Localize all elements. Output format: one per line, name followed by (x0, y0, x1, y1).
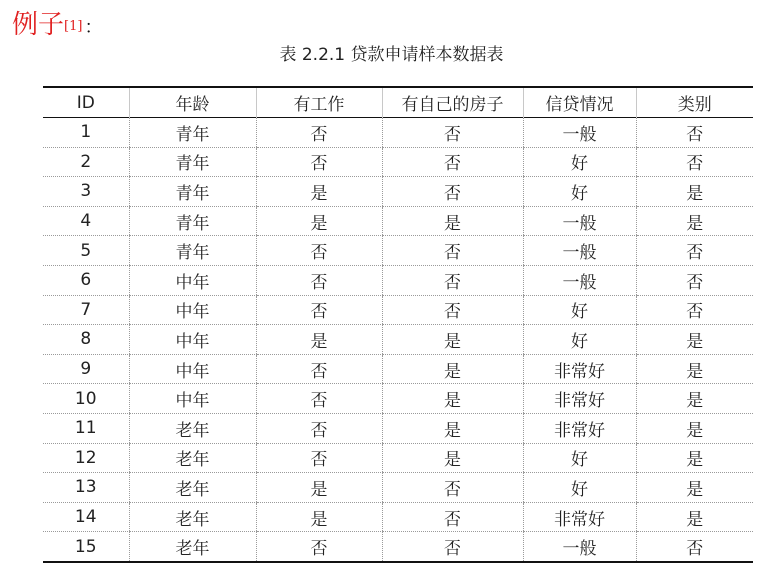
table-header-row (43, 87, 753, 118)
cell-credit: 好 (523, 443, 636, 473)
cell-id: 3 (43, 177, 129, 207)
table-row (43, 443, 753, 473)
cell-age: 青年 (129, 236, 256, 266)
cell-has-job: 是 (256, 473, 382, 503)
cell-credit: 好 (523, 295, 636, 325)
cell-credit: 一般 (523, 265, 636, 295)
cell-id: 14 (43, 502, 129, 532)
cell-owns-house: 否 (382, 473, 523, 503)
cell-class: 是 (636, 325, 753, 355)
cell-class: 否 (636, 265, 753, 295)
cell-credit: 好 (523, 473, 636, 503)
cell-class: 是 (636, 206, 753, 236)
cell-class: 是 (636, 502, 753, 532)
cell-age: 老年 (129, 413, 256, 443)
cell-id: 9 (43, 354, 129, 384)
table-row (43, 502, 753, 532)
cell-has-job: 是 (256, 177, 382, 207)
cell-credit: 一般 (523, 118, 636, 148)
cell-credit: 一般 (523, 532, 636, 562)
cell-has-job: 否 (256, 295, 382, 325)
table-body (43, 118, 753, 562)
cell-credit: 非常好 (523, 384, 636, 414)
table-row (43, 354, 753, 384)
cell-credit: 非常好 (523, 502, 636, 532)
cell-has-job: 否 (256, 354, 382, 384)
column-header-credit: 信贷情况 (523, 87, 636, 118)
cell-age: 青年 (129, 147, 256, 177)
cell-has-job: 否 (256, 443, 382, 473)
cell-class: 是 (636, 354, 753, 384)
cell-has-job: 否 (256, 384, 382, 414)
table-row (43, 118, 753, 148)
cell-credit: 好 (523, 325, 636, 355)
example-heading-text: 例子 (12, 10, 65, 40)
cell-owns-house: 是 (382, 384, 523, 414)
table-row (43, 177, 753, 207)
table-row (43, 532, 753, 562)
cell-owns-house: 否 (382, 295, 523, 325)
column-header-has-job: 有工作 (256, 87, 382, 118)
cell-class: 是 (636, 177, 753, 207)
cell-owns-house: 否 (382, 147, 523, 177)
table-row (43, 236, 753, 266)
reference-superscript: [1] (64, 19, 83, 34)
cell-credit: 好 (523, 177, 636, 207)
cell-owns-house: 是 (382, 206, 523, 236)
cell-class: 否 (636, 236, 753, 266)
cell-age: 老年 (129, 473, 256, 503)
cell-has-job: 否 (256, 118, 382, 148)
table-row (43, 384, 753, 414)
cell-age: 中年 (129, 384, 256, 414)
cell-id: 8 (43, 325, 129, 355)
table-row (43, 295, 753, 325)
cell-id: 11 (43, 413, 129, 443)
cell-id: 2 (43, 147, 129, 177)
cell-age: 老年 (129, 443, 256, 473)
cell-id: 1 (43, 118, 129, 148)
cell-has-job: 否 (256, 413, 382, 443)
cell-id: 4 (43, 206, 129, 236)
cell-owns-house: 否 (382, 265, 523, 295)
cell-owns-house: 否 (382, 502, 523, 532)
cell-class: 否 (636, 118, 753, 148)
table-row (43, 325, 753, 355)
cell-has-job: 否 (256, 532, 382, 562)
cell-owns-house: 否 (382, 177, 523, 207)
table-row (43, 265, 753, 295)
cell-class: 否 (636, 147, 753, 177)
cell-credit: 好 (523, 147, 636, 177)
cell-owns-house: 否 (382, 236, 523, 266)
cell-age: 中年 (129, 354, 256, 384)
cell-id: 6 (43, 265, 129, 295)
column-header-class: 类别 (636, 87, 753, 118)
cell-class: 否 (636, 295, 753, 325)
cell-class: 是 (636, 443, 753, 473)
cell-id: 5 (43, 236, 129, 266)
example-heading (12, 8, 102, 45)
cell-has-job: 是 (256, 325, 382, 355)
cell-owns-house: 是 (382, 413, 523, 443)
cell-class: 是 (636, 473, 753, 503)
cell-id: 7 (43, 295, 129, 325)
cell-owns-house: 是 (382, 325, 523, 355)
table-caption: 表 2.2.1 贷款申请样本数据表 (279, 45, 504, 65)
column-header-id: ID (76, 92, 95, 113)
cell-age: 青年 (129, 177, 256, 207)
cell-age: 中年 (129, 295, 256, 325)
cell-age: 老年 (129, 502, 256, 532)
heading-colon: ： (84, 17, 103, 38)
cell-credit: 非常好 (523, 413, 636, 443)
cell-age: 中年 (129, 325, 256, 355)
cell-age: 青年 (129, 206, 256, 236)
cell-class: 否 (636, 532, 753, 562)
column-header-owns-house: 有自己的房子 (382, 87, 523, 118)
cell-owns-house: 是 (382, 443, 523, 473)
cell-age: 老年 (129, 532, 256, 562)
cell-id: 13 (43, 473, 129, 503)
column-header-age: 年龄 (129, 87, 256, 118)
cell-owns-house: 否 (382, 118, 523, 148)
cell-id: 10 (43, 384, 129, 414)
table-row (43, 413, 753, 443)
cell-credit: 一般 (523, 236, 636, 266)
cell-id: 15 (43, 532, 129, 562)
cell-credit: 非常好 (523, 354, 636, 384)
cell-has-job: 是 (256, 206, 382, 236)
table-row (43, 147, 753, 177)
cell-class: 是 (636, 384, 753, 414)
cell-has-job: 否 (256, 147, 382, 177)
cell-owns-house: 否 (382, 532, 523, 562)
cell-has-job: 否 (256, 236, 382, 266)
cell-age: 青年 (129, 118, 256, 148)
loan-application-table (43, 86, 753, 563)
cell-age: 中年 (129, 265, 256, 295)
cell-has-job: 否 (256, 265, 382, 295)
table-row (43, 206, 753, 236)
cell-class: 是 (636, 413, 753, 443)
table-row (43, 473, 753, 503)
cell-has-job: 是 (256, 502, 382, 532)
cell-id: 12 (43, 443, 129, 473)
cell-credit: 一般 (523, 206, 636, 236)
cell-owns-house: 是 (382, 354, 523, 384)
